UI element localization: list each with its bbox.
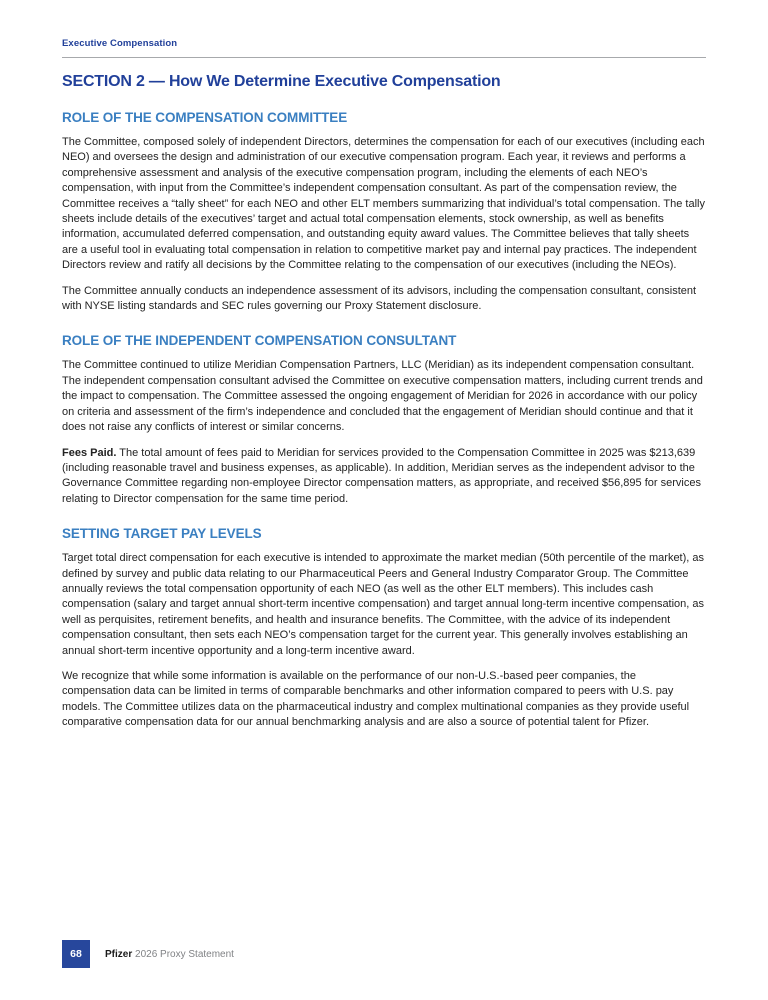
header-rule — [62, 57, 706, 58]
section-heading: ROLE OF THE INDEPENDENT COMPENSATION CONSULTANT — [62, 333, 457, 349]
section-role-of-compensation-committee — [62, 110, 706, 314]
page-footer — [62, 940, 234, 968]
body-paragraph-fees-paid — [62, 446, 706, 508]
section-role-of-independent-consultant — [62, 333, 706, 507]
body-paragraph: The Committee annually conducts an independence assessment of its advisors, including the compensation consultant, consistent with NYSE listing standards and SEC rules governing our Proxy Statement disclosure. — [62, 284, 697, 313]
section-heading: ROLE OF THE COMPENSATION COMMITTEE — [62, 110, 348, 125]
body-paragraph: The Committee, composed solely of independent Directors, determines the compensation for each of our executives (including each NEO) and oversees the design and administration of our executive compensation program. Each year, it reviews and performs a comprehensive assessment and analysis of the executive compensation program, including the elements of each NEO’s compensation, with input from the Committee’s independent compensation consultant. As part of the compensation review, the Committee receives a “tally sheet” for each NEO and other ELT members summarizing that individual’s total compensation. The tally sheets include details of the executives’ target and actual total compensation elements, stock ownership, as well as benefits information, accumulated deferred compensation, and outstanding equity award values. The Committee believes that tally sheets are a useful tool in evaluating total compensation in relation to competitive market pay and internal pay practices. The independent Directors review and ratify all decisions by the Committee relating to the compensation of our executives (including the NEOs). — [62, 136, 705, 272]
footer-text — [105, 949, 234, 960]
body-paragraph: The Committee continued to utilize Meridian Compensation Partners, LLC (Meridian) as its independent compensation consultant. The independent compensation consultant advised the Committee on executive compensation matters, including current trends and the impact to compensation. The Committee assessed the ongoing engagement of Meridian for 2026 in accordance with our policy on criteria and assessment of the firm’s independence and concluded that the engagement of Meridian should continue and that it does not raise any conflicts of interest or similar concerns. — [62, 359, 703, 434]
body-paragraph: We recognize that while some information is available on the performance of our non-U.S.-based peer companies, the compensation data can be limited in terms of comparable benchmarks and other information compared to peers with U.S. pay models. The Committee utilizes data on the pharmaceutical industry and complex multinational companies as they provide useful comparative compensation data for our annual benchmarking analysis and are also a source of potential talent for Pfizer. — [62, 669, 690, 729]
page-number-badge: 68 — [62, 940, 90, 968]
section-setting-target-pay-levels — [62, 526, 706, 730]
section-heading: SETTING TARGET PAY LEVELS — [62, 526, 262, 542]
fees-paid-text: The total amount of fees paid to Meridian for services provided to the Compensation Committee in 2025 was $213,639 (including reasonable travel and business expenses, as applicable). In addition, Meridian serves as the independent advisor to the Governance Committee regarding non-employee Director compensation matters, as appropriate, and received $56,895 for services relating to Director compensation for the same time period. — [62, 446, 701, 505]
body-paragraph: Target total direct compensation for each executive is intended to approximate the market median (50th percentile of the market), as defined by survey and public data relating to our Pharmaceutical Peers and General Industry Comparator Group. The Committee annually reviews the total compensation opportunity of each NEO (as well as the other ELT members). This includes cash compensation (salary and target annual short-term incentive compensation) and target annual long-term incentive compensation, as well as perquisites, retirement benefits, and health and insurance benefits. The Committee, with the advice of its independent compensation consultant, then sets each NEO’s compensation target for the current year. This generally involves establishing an annual short-term incentive opportunity and a long-term incentive award. — [62, 552, 705, 657]
page-header — [62, 38, 706, 91]
page-title: SECTION 2 — How We Determine Executive Compensation — [62, 73, 501, 90]
section-eyebrow: Executive Compensation — [62, 38, 178, 49]
fees-paid-lead-in: Fees Paid. — [62, 446, 117, 459]
page-body — [62, 110, 706, 731]
brand-name: Pfizer — [105, 948, 133, 960]
footer-suffix: 2026 Proxy Statement — [135, 948, 234, 960]
